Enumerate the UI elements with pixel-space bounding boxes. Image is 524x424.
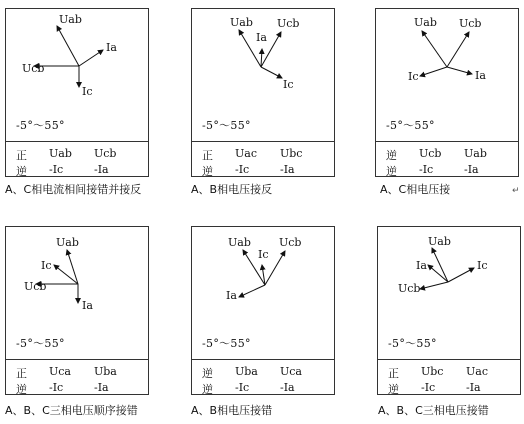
- row-value: Ubc: [280, 147, 303, 160]
- row-label: 逆: [202, 383, 213, 396]
- vector-label: Ucb: [398, 282, 421, 295]
- table-row: [192, 365, 334, 381]
- angle-range: -5°～55°: [202, 119, 251, 132]
- angle-range: -5°～55°: [16, 337, 65, 350]
- vector-label: Ic: [41, 259, 52, 272]
- row-value: Uca: [280, 365, 302, 378]
- row-value: Uba: [94, 365, 117, 378]
- table-row: [192, 381, 334, 397]
- row-value: -Ia: [466, 381, 481, 394]
- diagram-panel-4: [5, 226, 149, 395]
- table-row: [6, 147, 148, 163]
- vector-arrow: [420, 67, 447, 76]
- vector-label: Uab: [230, 16, 253, 29]
- vector-label: Ucb: [279, 236, 302, 249]
- paragraph-mark: ↵: [512, 186, 520, 196]
- vector-arrow: [428, 265, 448, 282]
- panel-caption: A、B相电压接错: [191, 404, 273, 417]
- table-row: [192, 163, 334, 179]
- divider: [192, 141, 334, 142]
- angle-range: -5°～55°: [388, 337, 437, 350]
- table-row: [378, 381, 520, 397]
- vector-label: Ic: [283, 78, 294, 91]
- row-label: 逆: [386, 149, 397, 162]
- panel-caption: A、C相电流相间接错并接反: [5, 183, 142, 196]
- vector-label: Ic: [258, 248, 269, 261]
- row-value: Ubc: [421, 365, 444, 378]
- row-value: -Ic: [235, 163, 250, 176]
- row-value: -Ic: [49, 381, 64, 394]
- row-value: -Ia: [280, 381, 295, 394]
- row-label: 正: [202, 149, 213, 162]
- vector-arrow: [261, 67, 282, 78]
- row-label: 正: [16, 149, 27, 162]
- row-label: 正: [16, 367, 27, 380]
- panel-caption: A、B、C三相电压顺序接错: [5, 404, 138, 417]
- vector-label: Ia: [416, 259, 427, 272]
- vector-label: Uab: [428, 235, 451, 248]
- table-row: [378, 365, 520, 381]
- row-value: -Ic: [421, 381, 436, 394]
- vector-arrow: [79, 50, 103, 66]
- row-value: Uab: [49, 147, 72, 160]
- panel-caption: A、B相电压接反: [191, 183, 273, 196]
- row-value: Uac: [235, 147, 257, 160]
- vector-arrow: [67, 250, 78, 284]
- table-row: [6, 381, 148, 397]
- vector-label: Ic: [82, 85, 93, 98]
- vector-arrow: [54, 265, 78, 284]
- row-label: 逆: [202, 367, 213, 380]
- row-value: -Ic: [235, 381, 250, 394]
- vector-arrow: [57, 26, 79, 66]
- divider: [6, 141, 148, 142]
- vector-label: Uab: [59, 13, 82, 26]
- diagram-panel-3: [375, 8, 519, 177]
- vector-label: Uab: [228, 236, 251, 249]
- row-value: -Ia: [464, 163, 479, 176]
- vector-label: Ucb: [459, 17, 482, 30]
- vector-label: Uab: [414, 16, 437, 29]
- vector-label: Ia: [256, 31, 267, 44]
- row-label: 逆: [202, 165, 213, 178]
- vector-label: Uab: [56, 236, 79, 249]
- panel-caption: A、B、C三相电压接错: [378, 404, 489, 417]
- angle-range: -5°～55°: [386, 119, 435, 132]
- diagram-panel-1: [5, 8, 149, 177]
- vector-arrow: [447, 67, 472, 74]
- vector-arrow: [239, 285, 265, 297]
- vector-label: Ic: [477, 259, 488, 272]
- diagram-panel-5: [191, 226, 335, 395]
- divider: [6, 359, 148, 360]
- table-row: [192, 147, 334, 163]
- diagram-panel-2: [191, 8, 335, 177]
- angle-range: -5°～55°: [16, 119, 65, 132]
- divider: [378, 359, 520, 360]
- row-label: 逆: [16, 165, 27, 178]
- row-value: Uac: [466, 365, 488, 378]
- vector-label: Ucb: [24, 280, 47, 293]
- vector-arrow: [432, 248, 448, 282]
- vector-arrow: [448, 268, 474, 282]
- row-value: -Ic: [419, 163, 434, 176]
- divider: [192, 359, 334, 360]
- vector-label: Ia: [106, 41, 117, 54]
- vector-label: Ia: [226, 289, 237, 302]
- vector-arrow: [422, 31, 447, 67]
- row-label: 逆: [16, 383, 27, 396]
- row-value: Uab: [464, 147, 487, 160]
- table-row: [6, 163, 148, 179]
- row-value: -Ia: [94, 163, 109, 176]
- angle-range: -5°～55°: [202, 337, 251, 350]
- vector-arrow: [420, 282, 448, 289]
- vector-arrow: [447, 32, 469, 67]
- row-label: 逆: [388, 383, 399, 396]
- diagram-panel-6: [377, 226, 521, 395]
- row-value: -Ia: [94, 381, 109, 394]
- row-value: Uba: [235, 365, 258, 378]
- table-row: [376, 147, 518, 163]
- vector-label: Ia: [475, 69, 486, 82]
- row-value: -Ia: [280, 163, 295, 176]
- row-value: Ucb: [94, 147, 117, 160]
- row-label: 逆: [386, 165, 397, 178]
- row-value: Uca: [49, 365, 71, 378]
- row-value: -Ic: [49, 163, 64, 176]
- vector-label: Ucb: [277, 17, 300, 30]
- vector-arrow: [261, 49, 262, 67]
- table-row: [376, 163, 518, 179]
- vector-label: Ia: [82, 299, 93, 312]
- row-value: Ucb: [419, 147, 442, 160]
- vector-label: Ucb: [22, 62, 45, 75]
- table-row: [6, 365, 148, 381]
- row-label: 正: [388, 367, 399, 380]
- divider: [376, 141, 518, 142]
- panel-caption: A、C相电压接: [380, 183, 451, 196]
- vector-label: Ic: [408, 70, 419, 83]
